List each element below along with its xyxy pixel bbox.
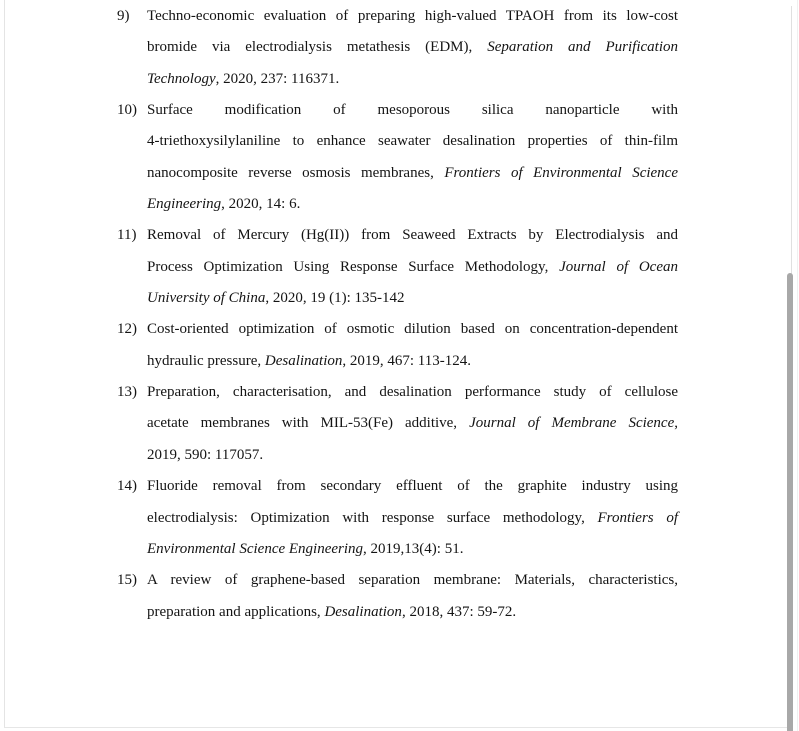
text-segment: preparation and applications, [147,603,325,620]
reference-number: 10) [117,102,137,119]
reference-item [0,565,799,628]
journal-name: Desalination [264,352,343,369]
reference-item [0,220,799,314]
reference-line [147,408,678,439]
text-segment: bromide via electrodialysis metathesis (EDM), [147,39,488,56]
journal-name: Desalination [324,603,402,620]
page-bottom-border [4,727,790,728]
text-segment: Cost-oriented optimization of osmotic dilution based on concentration-dependent [147,321,678,338]
scrollbar-thumb[interactable] [787,273,793,731]
reference-text [147,565,678,628]
reference-list [0,1,799,628]
text-segment: Preparation, characterisation, and desalination performance study of cellulose [147,384,678,401]
reference-line [147,126,678,157]
reference-line [147,565,678,596]
journal-name: Separation and Purification [487,39,679,56]
reference-text [147,471,678,565]
reference-item [0,471,799,565]
reference-text [147,377,678,471]
text-segment: Fluoride removal from secondary effluent of the graphite industry using [147,478,678,495]
text-segment: , 2018, 437: 59-72. [401,603,517,620]
text-segment: , 2019,13(4): 51. [363,540,464,557]
reference-item [0,377,799,471]
reference-number: 14) [117,478,137,495]
text-segment: 4-triethoxysilylaniline to enhance seawater desalination properties of thin-film [147,133,678,150]
text-segment: Techno-economic evaluation of preparing high-valued TPAOH from its low-cost [147,8,678,24]
journal-name: Environmental Science Engineering [147,540,364,557]
text-segment: Removal of Mercury (Hg(II)) from Seaweed Extracts by Electrodialysis and [147,227,678,244]
reference-number: 13) [117,384,137,401]
reference-line [147,377,678,408]
reference-line [147,314,678,345]
reference-line [147,503,678,534]
text-segment: 2019, 590: 117057. [147,446,264,463]
reference-number: 9) [117,8,130,24]
reference-number: 15) [117,572,137,589]
text-segment: electrodialysis: Optimization with response surface methodology, [147,509,598,526]
text-segment: , 2020, 14: 6. [221,196,301,213]
window-right-edge [797,0,798,731]
reference-line [147,32,678,63]
text-segment: Process Optimization Using Response Surface Methodology, [147,258,560,275]
text-segment: , 2020, 237: 116371. [215,70,340,87]
reference-line [147,252,678,283]
reference-line [147,1,678,32]
journal-name: University of China [147,290,266,307]
journal-name: Frontiers of [597,509,678,526]
reference-line [147,597,678,628]
journal-name: Journal of Membrane Science [469,415,675,432]
reference-line [147,283,678,314]
journal-name: Journal of Ocean [559,258,678,275]
text-segment: acetate membranes with MIL-53(Fe) additive, [147,415,470,432]
reference-item [0,314,799,377]
text-segment: hydraulic pressure, [147,352,265,369]
reference-line [147,158,678,189]
reference-item [0,95,799,220]
reference-text [147,220,678,314]
text-segment: , 2019, 467: 113-124. [342,352,471,369]
reference-line [147,534,678,565]
reference-line [147,220,678,251]
journal-name: Frontiers of Environmental Science [444,164,679,181]
reference-text [147,314,678,377]
text-segment: nanocomposite reverse osmosis membranes, [147,164,445,181]
reference-line [147,346,678,377]
reference-text [147,95,678,220]
reference-text [147,1,678,95]
journal-name: Technology [147,70,216,87]
reference-number: 11) [117,227,137,244]
reference-line [147,471,678,502]
reference-line [147,440,678,471]
text-segment: , 2020, 19 (1): 135-142 [265,290,405,307]
text-segment: A review of graphene-based separation membrane: Materials, characteristics, [147,572,678,589]
reference-item [0,1,799,95]
journal-name: Engineering [147,196,222,213]
text-segment: Surface modification of mesoporous silica nanoparticle with [147,102,678,119]
text-segment: , [674,415,678,432]
reference-line [147,64,678,95]
reference-line [147,95,678,126]
reference-number: 12) [117,321,137,338]
reference-line [147,189,678,220]
page-left-border [4,0,5,728]
